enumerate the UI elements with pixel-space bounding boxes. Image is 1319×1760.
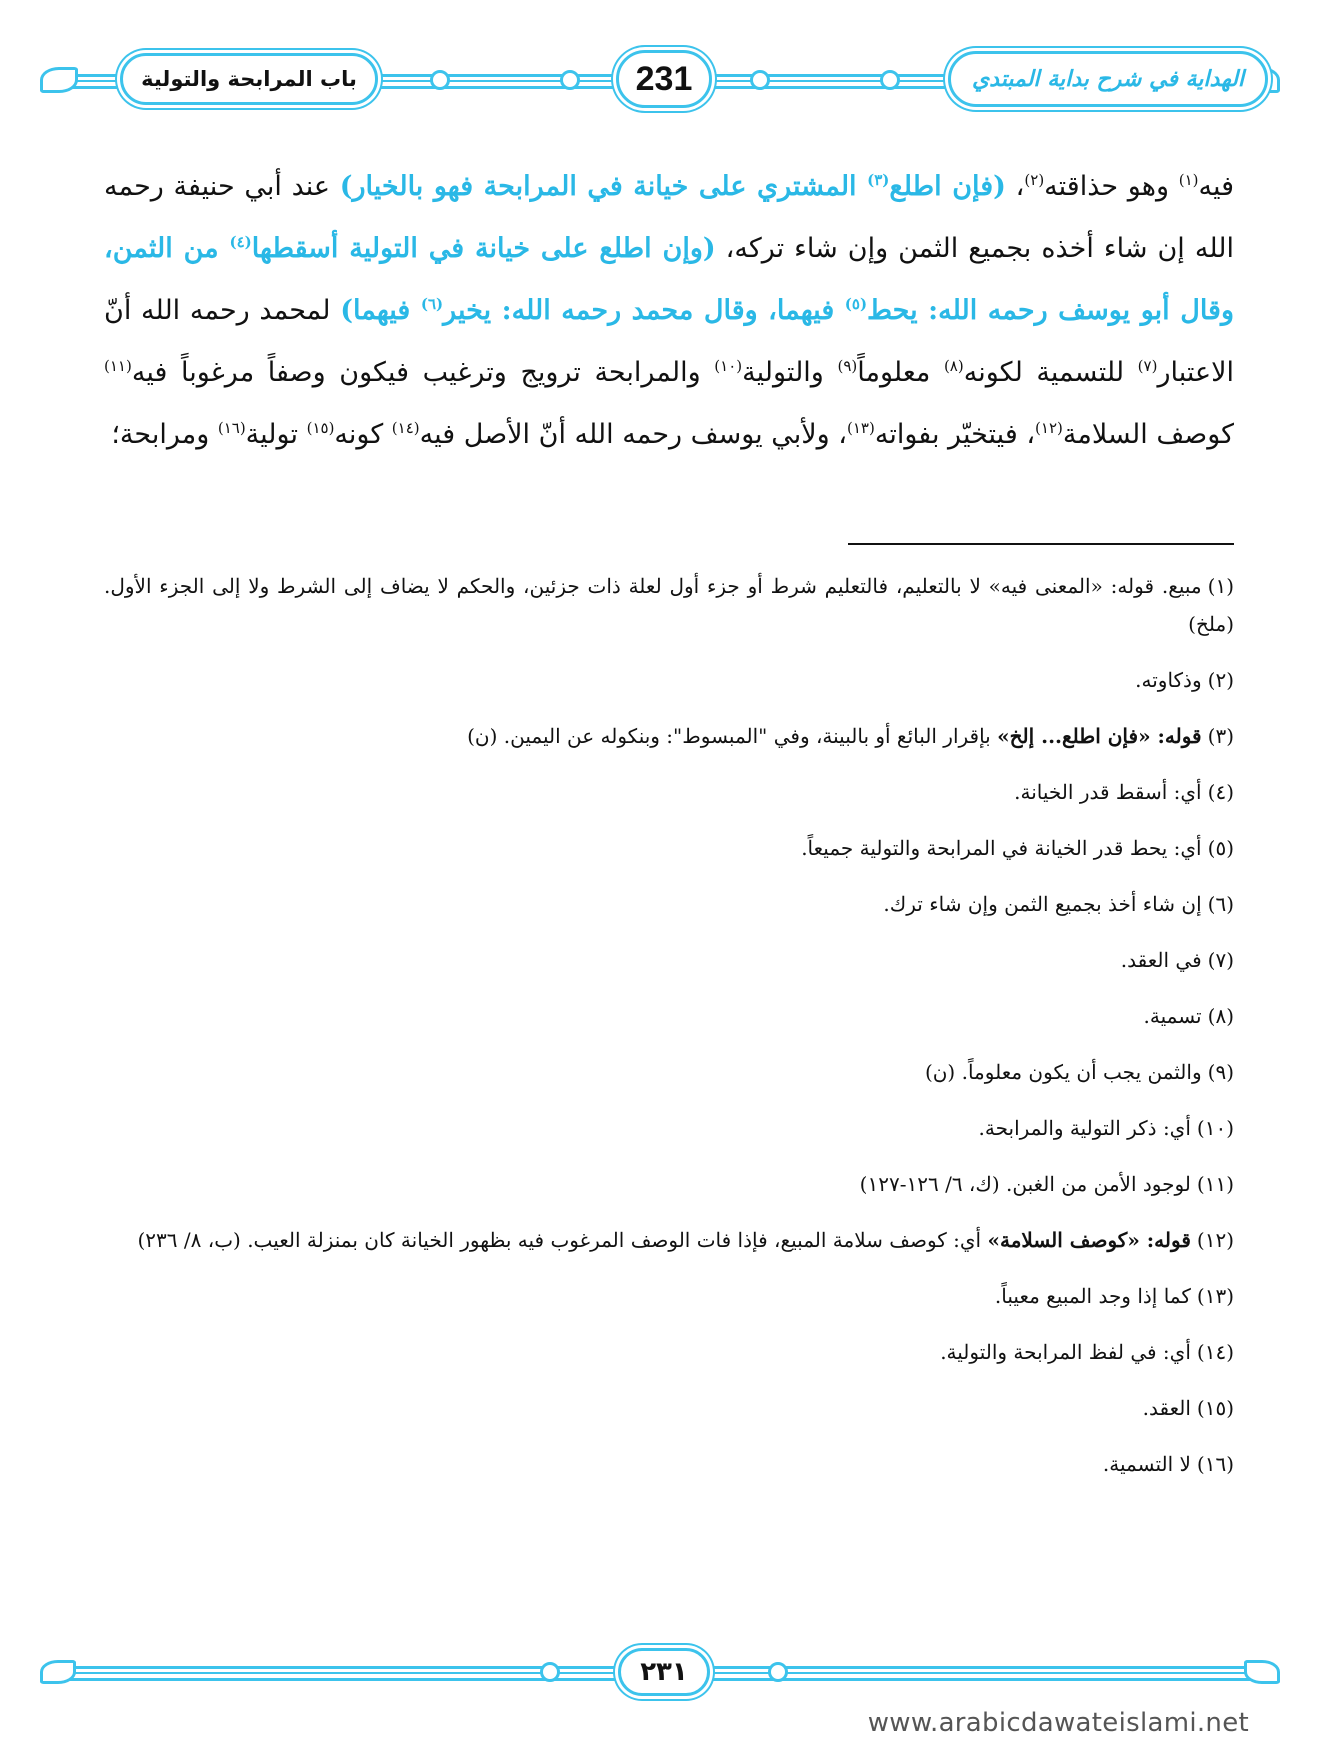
footnote-ref: (١٠) xyxy=(714,357,743,375)
footnote-ref: (١) xyxy=(1178,171,1199,189)
matn-text: (فإن اطلع xyxy=(889,171,1006,202)
text-run: ومرابحة؛ xyxy=(111,419,218,450)
footnote-item: (٧)في العقد. xyxy=(1120,948,1234,972)
footnote-ref: (٤) xyxy=(229,233,252,251)
ornament-icon xyxy=(540,1662,560,1682)
page-number-cartouche xyxy=(616,50,712,108)
footnotes xyxy=(104,567,1234,1501)
matn-text: من الثمن، وقال أبو يوسف رحمه الله: يحط xyxy=(104,233,1234,326)
footnote-item: (٨)تسمية. xyxy=(1143,1004,1234,1028)
footnote-ref: (١١) xyxy=(104,357,132,375)
ornament-icon xyxy=(560,70,580,90)
footnote-item: (٤)أي: أسقط قدر الخيانة. xyxy=(1014,780,1234,804)
matn-text: (وإن اطلع على خيانة في التولية أسقطها xyxy=(251,233,716,264)
book-title-cartouche xyxy=(948,51,1268,107)
footnote-ref: (١٤) xyxy=(391,419,420,437)
ornament-icon xyxy=(750,70,770,90)
footnote-ref: (٨) xyxy=(943,357,964,375)
ornament-icon xyxy=(880,70,900,90)
footnote-item: (١)مبيع. قوله: «المعنى فيه» لا بالتعليم، فالتعليم شرط أو جزء أول لعلة ذات جزئين، والحكم لا يضاف إلى الشرط ولا إلى الجزء الأول. (ملخ) xyxy=(104,574,1234,636)
footnote-ref: (٧) xyxy=(1137,357,1158,375)
footnote-ref: (٥) xyxy=(844,295,868,313)
website-url[interactable]: www.arabicdawateislami.net xyxy=(867,1708,1249,1738)
footnote-ref: (٣) xyxy=(867,171,890,189)
text-run: فيه xyxy=(1198,171,1235,202)
text-run: ، ولأبي يوسف رحمه الله أنّ الأصل فيه xyxy=(419,419,848,450)
text-run: عند أبي حنيفة رحمه الله إن شاء أخذه بجميع الثمن وإن شاء تركه، xyxy=(104,171,1234,264)
footnote-item: (٣)قوله: «فإن اطلع... إلخ» بإقرار البائع أو بالبينة، وفي "المبسوط": وبنكوله عن اليمين. (ن) xyxy=(467,724,1234,748)
text-run: ، xyxy=(1005,171,1025,202)
footnote-ref: (١٥) xyxy=(306,419,335,437)
footnote-item: (١٣)كما إذا وجد المبيع معيباً. xyxy=(994,1284,1234,1308)
chapter-title: باب المرابحة والتولية xyxy=(141,67,357,91)
footnote-ref: (٢) xyxy=(1024,171,1045,189)
ornament-icon xyxy=(768,1662,788,1682)
text-run: تولية xyxy=(245,419,307,450)
footer-page-number: ٢٣١ xyxy=(640,1657,688,1687)
book-title: الهداية في شرح بداية المبتدي xyxy=(971,66,1245,92)
text-run: للتسمية لكونه xyxy=(963,357,1138,388)
footnote-item: (٥)أي: يحط قدر الخيانة في المرابحة والتولية جميعاً. xyxy=(801,836,1234,860)
text-run: ، فيتخيّر بفواته xyxy=(874,419,1036,450)
ornament-icon xyxy=(430,70,450,90)
text-run: والمرابحة ترويج وترغيب فيكون وصفاً مرغوباً فيه xyxy=(131,357,715,388)
matn-text: فيهما، وقال محمد رحمه الله: يخير xyxy=(443,295,845,326)
page-number: 231 xyxy=(635,59,693,98)
text-run: لمحمد رحمه الله أنّ الاعتبار xyxy=(104,295,1235,388)
ornament-icon xyxy=(40,67,78,93)
footnote-ref: (١٢) xyxy=(1035,419,1063,437)
footnote-separator xyxy=(848,543,1234,545)
footnote-item: (١٦)لا التسمية. xyxy=(1102,1452,1234,1476)
chapter-title-cartouche xyxy=(120,53,378,105)
footnote-item: (١٠)أي: ذكر التولية والمرابحة. xyxy=(978,1116,1234,1140)
footnote-item: (١١)لوجود الأمن من الغبن. (ك، ٦/ ١٢٦-١٢٧) xyxy=(859,1172,1234,1196)
footnote-item: (٩)والثمن يجب أن يكون معلوماً. (ن) xyxy=(924,1060,1234,1084)
text-run: والتولية xyxy=(742,357,838,388)
footnote-ref: (١٦) xyxy=(217,419,246,437)
footnote-item: (١٤)أي: في لفظ المرابحة والتولية. xyxy=(940,1340,1234,1364)
footer-page-number-cartouche xyxy=(618,1648,710,1696)
footnote-item: (٦)إن شاء أخذ بجميع الثمن وإن شاء ترك. xyxy=(883,892,1234,916)
footnote-ref: (١٣) xyxy=(847,419,875,437)
text-run: وهو حذاقته xyxy=(1044,171,1179,202)
footnote-ref: (٩) xyxy=(837,357,858,375)
footnote-item: (١٢)قوله: «كوصف السلامة» أي: كوصف سلامة المبيع، فإذا فات الوصف المرغوب فيه بظهور الخيانة كان بمنزلة العيب. (ب، ٨/ ٢٣٦) xyxy=(137,1228,1234,1252)
main-text xyxy=(104,156,1234,466)
ornament-icon xyxy=(1244,1660,1280,1684)
text-run: كونه xyxy=(334,419,392,450)
matn-text: فيهما) xyxy=(340,295,421,326)
footnote-ref: (٦) xyxy=(420,295,444,313)
ornament-icon xyxy=(40,1660,76,1684)
footnote-item: (٢)وذكاوته. xyxy=(1135,668,1234,692)
text-run: كوصف السلامة xyxy=(1062,419,1234,450)
footnote-item: (١٥)العقد. xyxy=(1142,1396,1234,1420)
matn-text: المشتري على خيانة في المرابحة فهو بالخيار) xyxy=(339,171,868,202)
text-run: معلوماً xyxy=(857,357,944,388)
